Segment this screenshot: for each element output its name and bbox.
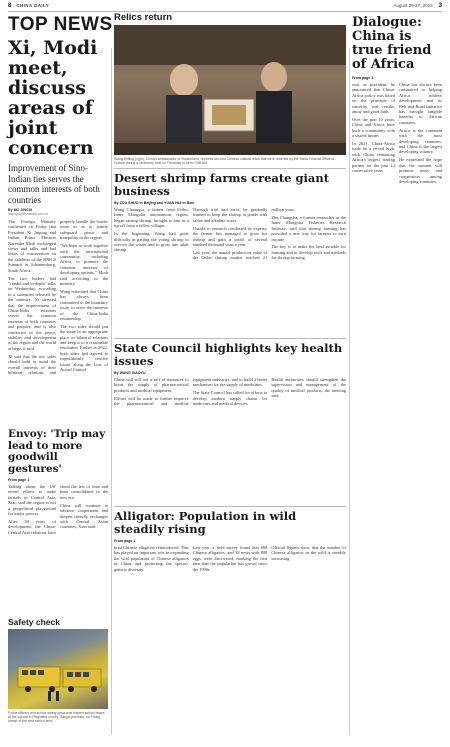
column-rule: [349, 48, 350, 735]
safety-headline: Safety check: [8, 617, 60, 627]
section-title: TOP NEWS: [8, 14, 113, 35]
lead-byline: By MO JINGXI: [8, 208, 33, 212]
alligator-from-page: From page 1: [114, 539, 136, 543]
lead-body: The Foreign Ministry confirmed on Friday that President Xi Jinping and Indian Prime Minister Narendra Modi exchanged views and talks and had hours of conversation on the sidelines of the BRICS Summit in Johannesburg, South Africa. The two leaders had "candid and in-depth" talks on Wednesday, according to a statement released by the ministry. Xi stressed that the improvement of China-India relations serves the common interests of both countries and peoples, and is also conducive to the peace, stability and development of the region and the world at large, it said. Xi said that the two sides should hold in mind the overall interests of their bilateral relations and properly handle the border issue so as to jointly safeguard peace and tranquility in the region. "We hope to work together with the international community, including Africa, to promote the common interests of developing nations," Modi said according to the ministry. Wang reiterated that China has always been committed to the boundary issue, to serve the interests of the China-India relationship. The two sides should put the issue in an appropriate place in bilateral relations and keep it to a reasonable resolution. Earlier in 2022, both sides had agreed to expeditiously resolve issues along the Line of Actual Control.: [8, 219, 108, 375]
lead-story: [8, 36, 108, 743]
issue-date: August 26-27, 2023: [393, 3, 433, 8]
page-header: [8, 0, 442, 12]
state-council-body: China will roll out a raft of measures to boost the supply of pharmaceutical products and medical equipment. Efforts will be made to further improve the pharmaceutical and medical equipment industries, and to build a better mechanism for the supply of medicines. The State Council has called for efforts to develop modern supply chains for medicines and medical devices. Health authorities should strengthen the supervision and management of the quality of medical products, the meeting said.: [114, 377, 346, 407]
lead-headline: Xi, Modi meet, discuss areas of joint concern: [8, 37, 98, 159]
envoy-body: Talking about the US' recent efforts to make inroads in Central Asia, Xiao said the region is not a geopolitical playground for major powers. After 30 years of development, the China-Central Asia relations have stood the test of time and been consolidated in the new era. China will continue to advance cooperation and deepen friendly exchanges with Central Asian countries, Xiao said.: [8, 484, 108, 535]
middle-column: [114, 12, 346, 743]
relics-title: Relics return: [114, 12, 173, 23]
divider: [114, 506, 346, 507]
relics-photo: [114, 25, 346, 155]
divider: [114, 338, 346, 339]
dialogue-body: visit as president, he announced that China-Africa policy was based on the principle of sincerity, real results, amity and good faith. Over the past 10 years, China and Africa have built a community with a shared future. In 2021, China-Africa trade hit a record high, with China remaining Africa's largest trading partner for the past 14 consecutive years. China has always been committed to helping Africa achieve development and its Belt and Road Initiative has brought tangible benefits to African countries. Africa is the continent with the most developing countries, and China is the largest developing country. He expressed the hope that the summit will promote unity and cooperation among developing countries.: [352, 82, 442, 184]
alligator-body: bred Chinese alligators reintroduced. This has played an important role in expanding the wild population of Chinese alligators in China and protecting the species' genetic diversity. Last year, a field survey found that 668 Chinese alligators, and 38 nests with 808 eggs, were discovered, marking the first time that the population has grown since the 1990s. Official figures show that the number of Chinese alligators in the wild is steadily increasing.: [114, 545, 346, 572]
desert-headline: Desert shrimp farms create giant business: [114, 171, 330, 198]
state-council-byline: By WANG XIAOYU: [114, 371, 146, 375]
page-number-right: 3: [438, 2, 442, 9]
column-rule: [111, 48, 112, 735]
safety-caption: Police officers and school safety personnel inspect school buses at the square in Pingxiang county, Jiangxi province, on Friday, ahead of the new school term.: [8, 711, 105, 723]
dialogue-from-page: From page 1: [352, 76, 374, 80]
desert-body: Wang Chuangsa, a farmer from Orihu, Inner Mongolia autonomous region, began raising shrimp, brought to him as a tip-off from a fellow villager. In the beginning, Wang had great difficulty in getting the young shrimp to survive the winter and to grow into adult shrimp. Through trial and error, he gradually learned to keep the shrimp in ponds with saline and alkaline water. Thanks to research conducted by experts, the farmer has managed to grow his shrimp and gain a profit of several hundred thousand yuan a year. Last year, the annual production value of the Orihu shrimp market reached 21 million yuan. Zhu Changsha, a former researcher at the Inner Mongolia Fisheries Research Institute, said that shrimp farming has provided a new way for farmers to earn income. The key is to make the land suitable for farming and to develop tools and methods for shrimp farming.: [114, 207, 346, 261]
dialogue-story: [352, 12, 442, 743]
relics-caption: Wang Shiting (right), China's ambassador to Switzerland, receives two lost Chinese cultural relics that were returned by the Swiss Federal Office of Culture during a ceremony held on Thursday in Bern. XINHUA: [114, 157, 335, 165]
safety-photo: [8, 629, 108, 709]
divider: [114, 168, 346, 169]
envoy-headline: Envoy: 'Trip may lead to more goodwill gestures': [8, 428, 106, 475]
page-number-left: 8: [8, 2, 12, 9]
dialogue-headline: Dialogue: China is true friend of Africa: [352, 15, 432, 72]
lead-email: mojingxi@chinadaily.com.cn: [8, 212, 49, 216]
lead-deck: Improvement of Sino-Indian ties serves the common interests of both countries: [8, 163, 100, 205]
state-council-headline: State Council highlights key health issues: [114, 341, 343, 368]
alligator-headline: Alligator: Population in wild steadily rising: [114, 509, 297, 536]
envoy-from-page: From page 1: [8, 478, 30, 482]
paper-name: CHINA DAILY: [16, 3, 50, 8]
desert-byline: By ZOU SHUO in Beijing and YUAN HUI in Bole: [114, 201, 195, 205]
